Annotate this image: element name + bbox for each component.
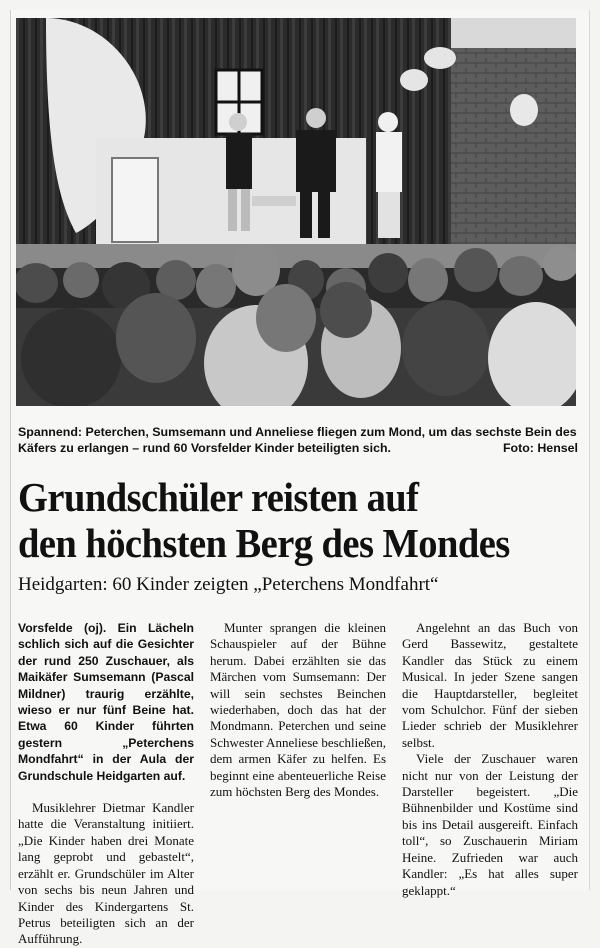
stage-performance-photo (16, 18, 576, 406)
photo-illustration (16, 18, 576, 406)
article-subheadline: Heidgarten: 60 Kinder zeigten „Peterchens Mondfahrt“ (18, 574, 439, 595)
article-body (18, 620, 580, 947)
article-paragraph: Musiklehrer Dietmar Kandler hatte die Veranstaltung initiiert. „Die Kinder haben drei Monate lang geprobt und gebastelt“, erzählt er. Grundschüler im Alter von sechs bis neun Jahren und Kinder des Kindergartens St. Petrus beteiligten sich an der Aufführung. (18, 800, 194, 947)
article-headline (18, 474, 544, 566)
article-paragraph: Viele der Zuschauer waren nicht nur von der Leistung der Darsteller begeistert. „Die Bühnenbilder und Kostüme sind bis ins Detail ausgereift. Einfach toll“, so Zuschauerin Miriam Heine. Zufrieden war auch Kandler: „Es hat alles super geklappt.“ (402, 751, 578, 898)
headline-line-2: den höchsten Berg des Mondes (18, 520, 510, 566)
article-lead: Vorsfelde (oj). Ein Lächeln schlich sich auf die Gesichter der rund 250 Zuschauer, als Maikäfer Sumsemann (Pascal Mildner) traurig erzählte, wieso er nur fünf Beine hat. Etwa 60 Kinder führten gestern „Peterchens Mondfahrt“ in der Aula der Grundschule Heidgarten auf. (18, 621, 194, 783)
photo-credit: Foto: Hensel (502, 441, 578, 455)
article-column-3 (402, 620, 578, 899)
photo-caption (18, 424, 578, 456)
headline-line-1: Grundschüler reisten auf (18, 474, 419, 520)
caption-text: Spannend: Peterchen, Sumsemann und Anneliese fliegen zum Mond, um das sechste Bein des Käfers zu erlangen – rund 60 Vorsfelder Kinder beteiligten sich. (18, 425, 577, 455)
article-paragraph: Angelehnt an das Buch von Gerd Bassewitz, gestaltete Kandler das Stück zu einem Musical. In jeder Szene sangen die Hauptdarsteller, begleitet vom Schulchor. Fünf der sieben Lieder schrieb der Musiklehrer selbst. (402, 620, 578, 750)
article-paragraph: Munter sprangen die kleinen Schauspieler auf der Bühne herum. Dabei erzählten sie das Märchen vom Sumsemann: Der will sein sechstes Beinchen wiederhaben, doch das hat der Mondmann. Peterchen und seine Schwester Anneliese beschließen, dem armen Käfer zu helfen. Es beginnt eine abenteuerliche Reise zum höchsten Berg des Mondes. (210, 620, 386, 800)
article-column-1 (18, 620, 194, 948)
article-column-2 (210, 620, 386, 800)
